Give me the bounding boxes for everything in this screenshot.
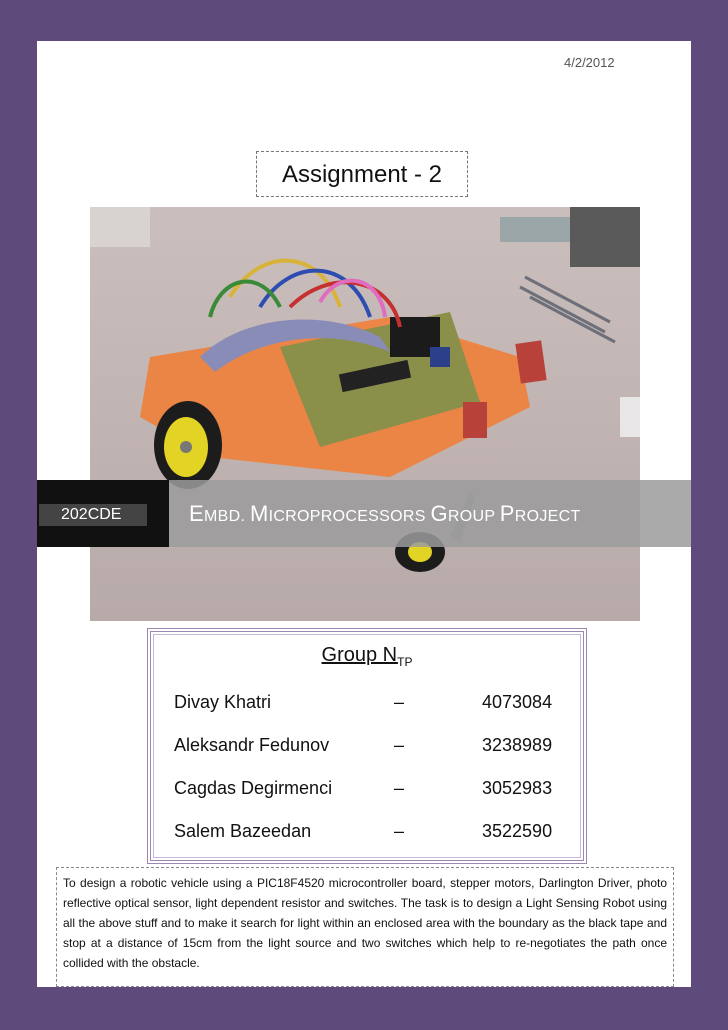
group-title [151, 644, 583, 669]
member-name: Salem Bazeedan [174, 821, 312, 841]
member-id: 3052983 [482, 778, 553, 798]
project-title-cap-3: G [430, 501, 448, 526]
member-id: 3522590 [482, 821, 553, 841]
project-title-rest-4: ROJECT [514, 508, 581, 525]
member-row [174, 735, 574, 765]
member-id: 3238989 [482, 735, 553, 755]
document-page [37, 41, 691, 987]
project-title-cap-1: E [189, 501, 204, 526]
project-title-cap-2: M [249, 501, 269, 526]
robot-photo-icon [90, 207, 640, 621]
project-title [189, 480, 581, 547]
course-banner [37, 480, 691, 547]
member-row [174, 692, 574, 722]
project-description: To design a robotic vehicle using a PIC18F4520 microcontroller board, stepper motors, Darlington Driver, photo reflective optical sensor, light dependent resistor and switches. The task is to design a Light Sensing Robot using all the above stuff and to make it search for light within an enclosed area with the boundary as the black tape and stop at a distance of 15cm from the light source and two switches which help to re-negotiates the path once collided with the obstacle. [63, 876, 667, 970]
project-title-rest-1: MBD. [203, 508, 250, 525]
member-row [174, 821, 574, 851]
member-name: Divay Khatri [174, 692, 272, 712]
document-date: 4/2/2012 [564, 55, 615, 70]
assignment-title: Assignment - 2 [256, 151, 468, 197]
member-id: 4073084 [482, 692, 553, 712]
member-name: Cagdas Degirmenci [174, 778, 333, 798]
member-dash: – [394, 821, 405, 841]
robot-photo [90, 207, 640, 621]
group-members-box [147, 628, 587, 864]
project-title-cap-4: P [499, 501, 515, 526]
member-row [174, 778, 574, 808]
course-code: 202CDE [39, 504, 147, 526]
member-dash: – [394, 692, 405, 712]
member-dash: – [394, 778, 405, 798]
course-code-box [37, 480, 169, 547]
member-dash: – [394, 735, 405, 755]
member-name: Aleksandr Fedunov [174, 735, 330, 755]
group-title-sub: TP [397, 655, 413, 669]
project-title-rest-2: ICROPROCESSORS [268, 508, 431, 525]
project-description-box [56, 867, 674, 987]
project-title-rest-3: ROUP [447, 508, 500, 525]
group-title-main: Group N [321, 644, 398, 666]
